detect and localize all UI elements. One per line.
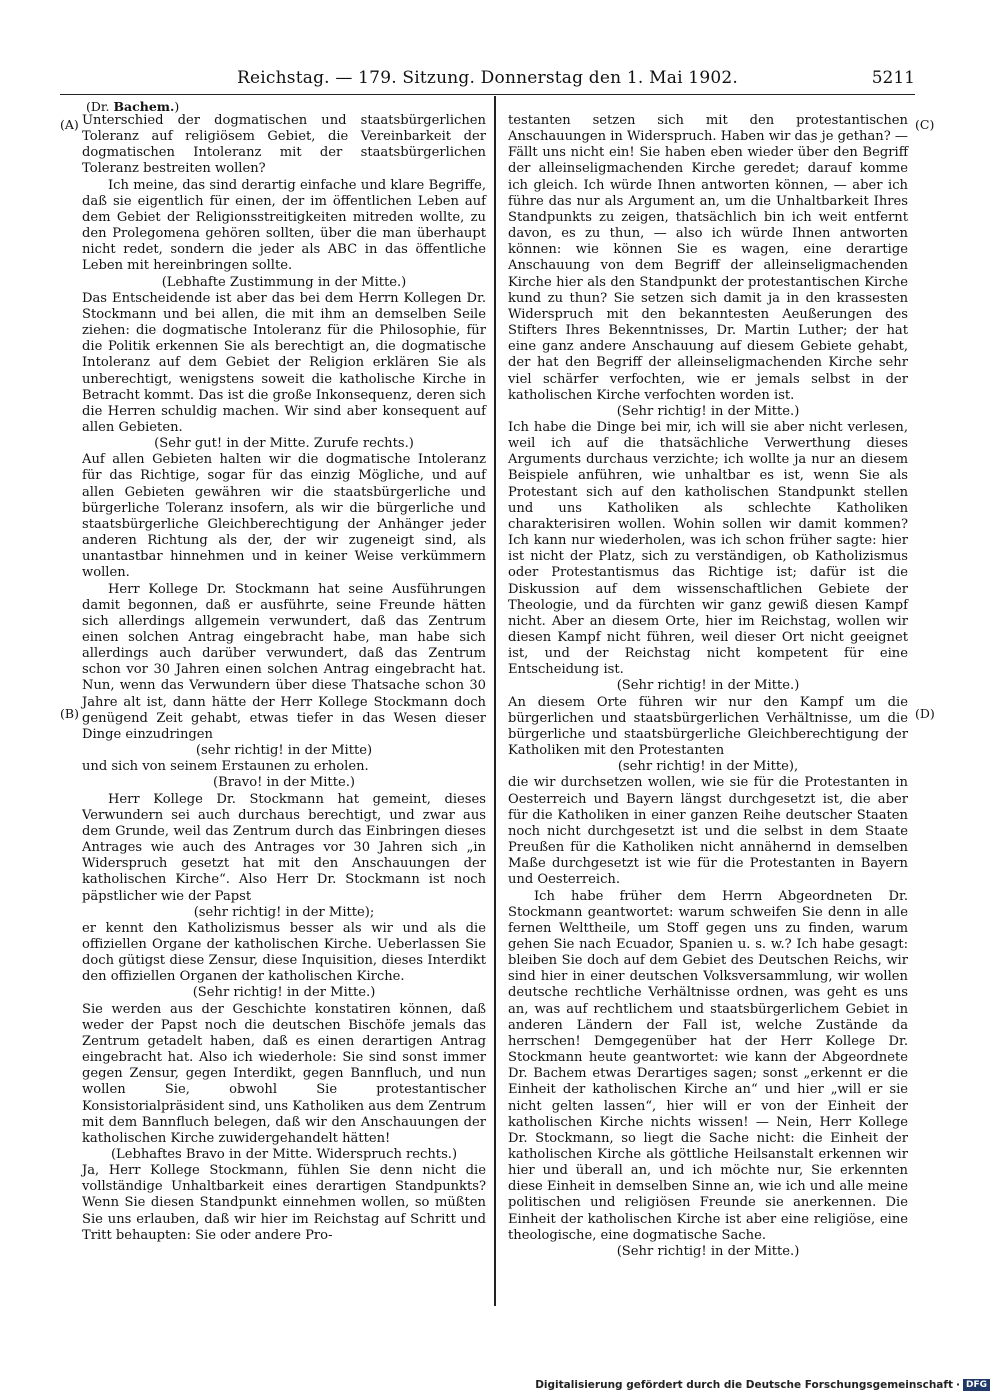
interjection: (Sehr richtig! in der Mitte.) [616,678,800,694]
paragraph: und sich von seinem Erstaunen zu erholen. [82,759,369,775]
interjection: (Bravo! in der Mitte.) [213,775,355,791]
paragraph: Ich habe die Dinge bei mir, ich will sie aber nicht verlesen, weil ich auf die thatsächliche Verwerthung dieses Arguments durchaus verzichte; ich wollte ja nur an diesem Beispiele anführen, wie unhaltbar es ist, wenn Sie als Protestant sich auf den katholischen Standpunkt stellen und uns Katholiken als schlechte Katholiken charakterisiren wollen. Wohin sollen wir damit kommen? Ich kann nur wiederholen, was ich schon früher sagte: hier ist nicht der Platz, sich zu verständigen, ob Katholizismus oder Protestantismus das Richtige ist; dafür ist die Diskussion auf dem wissenschaftlichen Gebiete der Theologie, und da fürchten wir ganz gewiß diesen Kampf nicht. Aber an diesem Orte, hier im Reichstag, wollen wir diesen Kampf nicht führen, weil dieser Ort nicht geeignet ist, und der Reichstag nicht kompetent für eine Entscheidung ist. [508,419,908,678]
interjection: (Sehr richtig! in der Mitte.) [616,1243,800,1259]
paragraph: Auf allen Gebieten halten wir die dogmatische Intoleranz für das Richtige, sogar für das einzig Mögliche, und auf allen Gebieten gewähren wir die staatsbürgerliche und bürgerliche Toleranz insofern, als wir die bürgerliche und staatsbürgerliche Gleichberechtigung der Anhänger jeder anderen Richtung als der, der wir zugeneigt sind, als unantastbar hinnehmen und in keiner Weise verkümmern wollen. [82,452,486,581]
margin-mark-d: (D) [915,706,935,721]
separator-dot: · [955,1379,960,1391]
dfg-logo: DFG [963,1379,990,1391]
running-title: Reichstag. — 179. Sitzung. Donnerstag den 1. Mai 1902. [237,68,738,88]
paragraph: Ja, Herr Kollege Stockmann, fühlen Sie denn nicht die vollständige Unhaltbarkeit eines derartigen Standpunkts? Wenn Sie diesen Standpunkt einnehmen wollen, so müßten Sie uns erlauben, daß wir hier im Reichstag auf Schritt und Tritt behaupten: Sie oder andere Pro- [82,1163,486,1243]
paragraph: Sie werden aus der Geschichte konstatiren können, daß weder der Papst noch die deutschen Bischöfe jemals das Zentrum getadelt haben, daß es einen derartigen Antrag eingebracht hat. Also ich wiederhole: Sie sind sonst immer gegen Zensur, gegen Interdikt, gegen Bannfluch, und nun wollen Sie, obwohl Sie protestantischer Konsistorialpräsident sind, uns Katholiken aus dem Zentrum mit dem Bannfluch belegen, daß wir den Anschauungen der katholischen Kirche zuwidergehandelt hätten! [82,1001,486,1146]
margin-mark-c: (C) [915,117,935,132]
right-column [508,113,908,1260]
left-column [82,113,486,1244]
interjection: (Sehr gut! in der Mitte. Zurufe rechts.) [154,436,414,452]
paragraph: Ich meine, das sind derartig einfache und klare Begriffe, daß sie eigentlich für einen, der im öffentlichen Leben auf dem Gebiet der Religionsstreitigkeiten mitreden wollte, zu den Prolegomena gehören sollten, über die man überhaupt nicht redet, sondern die jeder als ABC in das öffentliche Leben mit hereinbringen sollte. [82,177,486,274]
paragraph: Herr Kollege Dr. Stockmann hat seine Ausführungen damit begonnen, daß er ausführte, seine Freunde hätten sich allerdings allgemein verwundert, daß das Zentrum einen solchen Antrag eingebracht habe, man habe sich allerdings auch darüber verwundert, daß das Zentrum schon vor 30 Jahren einen solchen Antrag eingebracht hat. Nun, wenn das Verwundern über diese Thatsache schon 30 Jahre alt ist, dann hätte der Herr Kollege Stockmann doch genügend Zeit gehabt, etwas tiefer in das Wesen dieser Dinge einzudringen [82,581,486,742]
paragraph: Das Entscheidende ist aber das bei dem Herrn Kollegen Dr. Stockmann und bei allen, die mit ihm an demselben Seile ziehen: die dogmatische Intoleranz für die Philosophie, für die Politik erkennen Sie als berechtigt an, die dogmatische Intoleranz auf dem Gebiet der Religion erklären Sie als unberechtigt, wenigstens soweit die katholische Kirche in Betracht kommt. Das ist die große Inkonsequenz, deren sich die Herren schuldig machen. Wir sind aber konsequent auf allen Gebieten. [82,290,486,435]
speaker-label [86,99,179,114]
interjection: (sehr richtig! in der Mitte), [617,759,799,775]
paragraph: An diesem Orte führen wir nur den Kampf um die bürgerlichen und staatsbürgerlichen Verhältnisse, um die bürgerliche und staatsbürgerliche Gleichberechtigung der Katholiken mit den Protestanten [508,694,908,759]
paragraph: die wir durchsetzen wollen, wie sie für die Protestanten in Oesterreich und Bayern längst durchgesetzt ist, die aber für die Katholiken in einer ganzen Reihe deutscher Staaten noch nicht durchgesetzt ist und die selbst in dem Staate Preußen für die Katholiken nicht annähernd in demselben Maße durchgesetzt ist wie für die Protestanten in Bayern und Oesterreich. [508,775,908,888]
column-divider [494,96,496,1306]
paragraph: Herr Kollege Dr. Stockmann hat gemeint, dieses Verwundern sei auch durchaus berechtigt, und zwar aus dem Grunde, weil das Zentrum durch das Einbringen dieses Antrages wie auch des Antrages vor 30 Jahren sich „in Widerspruch gesetzt hat mit den Anschauungen der katholischen Kirche“. Also Herr Dr. Stockmann ist noch päpstlicher wie der Papst [82,791,486,904]
interjection: (Sehr richtig! in der Mitte.) [616,403,800,419]
page-number: 5211 [871,68,915,88]
interjection: (Lebhafte Zustimmung in der Mitte.) [161,274,407,290]
footer-text: Digitalisierung gefördert durch die Deutsche Forschungsgemeinschaft [535,1379,953,1391]
interjection: (Lebhaftes Bravo in der Mitte. Widerspruch rechts.) [110,1147,458,1162]
speaker-suffix: ) [174,99,180,114]
margin-mark-a: (A) [60,117,79,132]
paragraph: Unterschied der dogmatischen und staatsbürgerlichen Toleranz auf religiösem Gebiet, die Vereinbarkeit der dogmatischen Intoleranz mit der staatsbürgerlichen Toleranz bestreiten wollen? [82,113,486,177]
speaker-name: Bachem. [113,99,175,114]
interjection: (sehr richtig! in der Mitte) [195,743,373,759]
page-header [60,68,915,95]
footer-credit [535,1379,990,1391]
paragraph: Ich habe früher dem Herrn Abgeordneten Dr. Stockmann geantwortet: warum schweifen Sie denn in alle fernen Welttheile, um Stoff gegen uns zu finden, warum gehen Sie nach Ecuador, Spanien u. s. w.? Ich habe gesagt: bleiben Sie doch auf dem Gebiet des Deutschen Reichs, wir sind hier in einer deutschen Volksversammlung, wir wollen deutsche rechtliche Verhältnisse ordnen, was geht es uns an, was auf rechtlichem und staatsbürgerlichem Gebiet in anderen Ländern der Fall ist, welche Zustände da herrschen! Demgegenüber hat der Herr Kollege Dr. Stockmann heute geantwortet: wie kann der Abgeordnete Dr. Bachem etwas Derartiges sagen; sonst „erkennt er die Einheit der katholischen Kirche an“ und hier „will er sie nicht gelten lassen“, hier will er von der Einheit der katholischen Kirche nichts wissen! — Nein, Herr Kollege Dr. Stockmann, so liegt die Sache nicht: die Einheit der katholischen Kirche als göttliche Heilsanstalt erkennen wir hier und überall an, und ich möchte nur, Sie erkennten diese Einheit in demselben Sinne an, wie ich und alle meine politischen und religiösen Freunde sie anerkennen. Die Einheit der katholischen Kirche ist aber eine religiöse, eine theologische, eine dogmatische Sache. [508,888,908,1243]
speaker-prefix: (Dr. [86,99,110,114]
paragraph: er kennt den Katholizismus besser als wir und als die offiziellen Organe der katholischen Kirche. Ueberlassen Sie doch gütigst diese Zensur, diese Inquisition, dieses Interdikt den offiziellen Organen der katholischen Kirche. [82,920,486,985]
interjection: (sehr richtig! in der Mitte); [193,904,375,920]
paragraph: testanten setzen sich mit den protestantischen Anschauungen in Widerspruch. Haben wir das je gethan? — Fällt uns nicht ein! Sie haben eben wieder über den Begriff der alleinseligmachenden Kirche geredet; darauf komme ich gleich. Ich würde Ihnen antworten können, — aber ich führe das nur als Argument an, um die Unhaltbarkeit Ihres Standpunkts zu zeigen, thatsächlich bin ich weit entfernt davon, es zu thun, — also ich würde Ihnen antworten können: wie können Sie es wagen, eine derartige Anschauung von dem Begriff der alleinseligmachenden Kirche hier als den Standpunkt der protestantischen Kirche kund zu thun? Sie setzen sich damit ja in den krassesten Widerspruch mit den bekanntesten Aeußerungen des Stifters Ihres Bekenntnisses, Dr. Martin Luther; der hat eine ganz andere Anschauung auf diesem Gebiete gehabt, der hat den Begriff der alleinseligmachenden Kirche sehr viel schärfer verfochten, wie er jemals selbst in der katholischen Kirche verfochten worden ist. [508,113,908,403]
margin-mark-b: (B) [60,706,79,721]
interjection: (Sehr richtig! in der Mitte.) [192,985,376,1001]
